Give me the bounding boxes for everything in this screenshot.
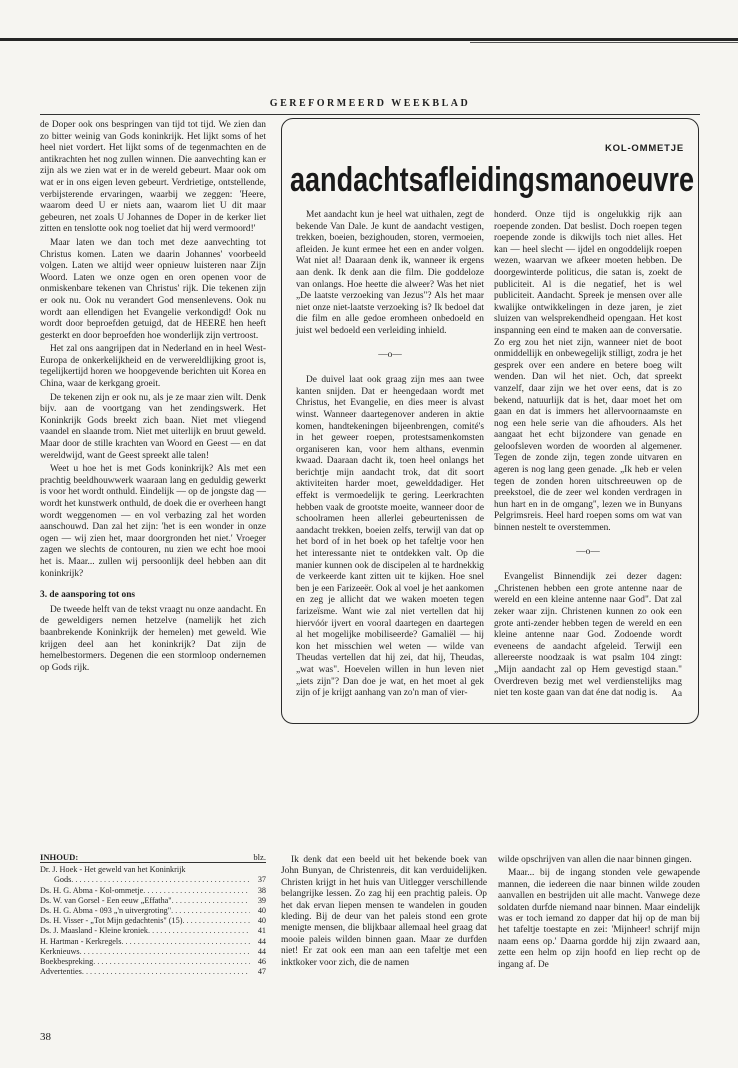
paragraph: Maar laten we dan toch met deze aanvechting tot Christus komen. Laten we daarin Johannes' voorbeeld volgen. Laten we altijd weer opnieuw luisteren naar Zijn Woord. Laten we onze ogen en oren openen voor de onmiskenbare tekenen van Christus' rijk. Die tekenen zijn er ook nu. Ook nu verandert God mensenlevens. Ook nu wordt aan ellendigen het Evangelie verkondigd! Ook nu wordt door beproefden getuigd, dat de HEERE hen heeft gesterkt en door beproefden hoe wonderlijk zijn vertroost. xyxy=(40,237,266,341)
toc-item xyxy=(40,926,266,936)
toc-item xyxy=(40,916,266,926)
paragraph: Ik denk dat een beeld uit het bekende boek van John Bunyan, de Christenreis, dit kan verduidelijken. Christen krijgt in het huis van Uitlegger verschillende belangrijke lessen. Zo zag hij een prachtig paleis. Op het dak ervan liepen mensen te wandelen in gouden kleding. Bij de deur van het paleis stond een grote menigte mensen, die blijkbaar allemaal heel graag dat mooie paleis wilden binnen gaan. Maar ze durfden niet! Er zat ook een man aan een tafeltje met een inktkoker voor zich, die de namen xyxy=(281,855,487,968)
toc-leader-dots xyxy=(121,937,250,947)
toc-item-title: Advertenties xyxy=(40,967,82,977)
section-divider: —o— xyxy=(378,349,402,360)
toc-item xyxy=(40,865,266,875)
toc-item-title: Gods xyxy=(54,875,72,885)
toc-page-label: blz. xyxy=(253,852,266,862)
toc-item-title: H. Hartman - Kerkregels xyxy=(40,936,122,946)
paragraph: Weet u hoe het is met Gods koninkrijk? Als met een prachtig beeldhouwwerk waaraan lang en geduldig gewerkt is voor het wordt onthuld. Eindelijk — op de jongste dag — wordt het kunstwerk onthuld, de doek die er overheen hangt wordt weggenomen — en vol verbazing zal het worden aanschouwd. Dan zal het zijn: 'het is een wonder in onze ogen — wij zien het, maar doorgronden het niet.' Vroeger zagen we slechts de contouren, nu zien we echt hoe mooi het is. Maar... zullen wij persoonlijk deel hebben aan dit koninkrijk? xyxy=(40,464,266,579)
toc-leader-dots xyxy=(182,916,250,926)
toc-leader-dots xyxy=(148,926,250,936)
toc-item-title: Ds. H. G. Abma - 093 „'n uitvergroting" xyxy=(40,906,172,916)
paragraph: wilde opschrijven van allen die naar binnen gingen. xyxy=(498,855,692,865)
section-divider: —o— xyxy=(576,546,600,557)
toc-item-title: Boekbespreking xyxy=(40,957,94,967)
signature: Aa xyxy=(671,688,682,699)
toc-item-title: Ds. J. Maasland - Kleine kroniek xyxy=(40,926,149,936)
toc-item-page: 47 xyxy=(257,967,266,977)
toc-leader-dots xyxy=(172,896,250,906)
header-rule xyxy=(40,114,700,115)
paragraph: Evangelist Binnendijk zei dezer dagen: „Christenen hebben een grote antenne naar de wereld en een kleine antenne naar God". Dat zal zeker waar zijn. Christenen kunnen zo ook een grote anti-zender hebben tegen de wereld en een kleine antenne naar God. Zodoende wordt eveneens de aandacht afgeleid. Terwijl een allereerste noodzaak is wat psalm 104 zingt: „Mijn aandacht zal op Hem gevestigd staan." Overdreven bezig met wel verdienstelijks mag niet ten koste gaan van dat éne dat nodig is. xyxy=(494,572,682,699)
column-label: KOL-OMMETJE xyxy=(605,143,684,154)
toc-item xyxy=(40,875,266,885)
toc-item xyxy=(40,967,266,977)
toc-item-page: 41 xyxy=(257,926,266,936)
left-column xyxy=(40,120,266,676)
toc-item-page: 38 xyxy=(257,885,266,895)
toc-leader-dots xyxy=(82,967,250,977)
box-right-column xyxy=(494,210,682,702)
toc-item-page: 39 xyxy=(257,895,266,905)
toc-item-page: 46 xyxy=(257,957,266,967)
paragraph: de Doper ook ons bespringen van tijd tot tijd. We zien dan zo bitter weinig van Gods koninkrijk. Het lijkt soms of het heel niet vordert. Het lijkt soms of de tegenmachten en de antikrachten het nog zullen winnen. Die aanvechting kan er zijn als we zien wat er in de wereld gebeurt. Maar ook om wat er in ons eigen leven gebeurt. Verdrietige, ontstellende, verbijsterende ervaringen, waarbij we zeggen: 'Heere, waarom deed U er niets aan, waarom liet U dit maar gebeuren, net zoals U Johannes de Doper in de kerker liet zitten en tenslotte ook nog toeliet dat hij werd vermoord!' xyxy=(40,120,266,235)
toc-item-title: Ds. H. Visser - „Tot Mijn gedachtenis" (15) xyxy=(40,916,183,926)
toc-leader-dots xyxy=(171,906,250,916)
paragraph: Maar... bij de ingang stonden vele gewapende mannen, die iedereen die naar binnen wilde zouden aanvallen en bestrijden uit alle macht. Vanwege deze soldaten durfde niemand naar binnen. Maar eindelijk was er toch iemand zo dapper dat hij op de man bij het tafeltje toestapte en zei: 'Mijnheer! schrijf mijn naam eens op.' Daarna gordde hij zijn zwaard aan, zette een helm op zijn hoofd en liep recht op de ingang af. De xyxy=(498,868,700,970)
bottom-right-column xyxy=(498,855,700,973)
box-left-column xyxy=(296,210,484,702)
top-rule xyxy=(0,38,738,41)
paragraph: De duivel laat ook graag zijn mes aan twee kanten snijden. Dat er heengedaan wordt met Christus, het Evangelie, en dies meer is alvast winst. Wanneer daartegenover anderen in aktie komen, handtekeningen bijeenbrengen, comité's in het geweer roepen, protestsamenkomsten organiseren kan, voor hem althans, evenmin kwaad. Daaraan dacht ik, toen heel onlangs het berichtje mijn aandacht trok, dat dit soort aktiviteiten harder moet, gewelddadiger. Het effekt is vermoedelijk te gering. Leerkrachten hebben vaak de grootste moeite, wanneer door de schoolramen heen allerlei gebeurtenissen de aandacht trekken, boeien zelfs, terwijl van dat op het bord of in het boek op het tafeltje voor hen het interessante niet te ontdekken valt. Op die manier kunnen ook de discipelen al te hardnekkig de verkeerde kant zitten uit te kijken. Hoe snel ben je een Farizeeër. Ook al voel je het aankomen en zeg je allicht dat we waken moeten tegen farizeïsme. Want wie zal niet vertellen dat hij hiervóór ijvert en vooral daartegen en daartegen al het mogelijke mobiliseerde? Gamaliël — hij kon het misschien wel weten — wilde van Theudas vertellen dat hij zei, dat hij, Theudas, „wat was". Hoevelen willen in hun leven niet „iets zijn"? Dan doe je wat, en het moet al gek zijn of je krijgt aanhang van zo'n man of vier- xyxy=(296,375,484,699)
paragraph: De tekenen zijn er ook nu, als je ze maar zien wilt. Denk bijv. aan de voortgang van het zendingswerk. Het Koninkrijk Gods breekt zich baan. Niet met vliegend vaandel en slaande trom. Niet met uiterlijk en bruut geweld. Maar door de stille krachten van Woord en Geest — en dat wereldwijd, want de Geest spreekt alle talen! xyxy=(40,392,266,461)
paragraph: Met aandacht kun je heel wat uithalen, zegt de bekende Van Dale. Je kunt de aandacht vestigen, trekken, boeien, bezighouden, storen, vermoeien, afleiden. Je kunt ermee het een en ander volgen. Wat niet al! Daaraan denk ik, wanneer ik ergens aan denk. Ik denk aan die film. Die goddeloze van onlangs. Hoe heette die alweer? Was het niet „De laatste verzoeking van Jezus"? Als het maar niet onze niet-laatste verzoeking is? Ik bedoel dat die film en alle gedoe eromheen onbedoeld en juist wel bedoeld een verleiding inhield. xyxy=(296,210,484,336)
table-of-contents xyxy=(40,852,266,977)
toc-item xyxy=(40,957,266,967)
toc-leader-dots xyxy=(93,957,250,967)
toc-item-page: 44 xyxy=(257,946,266,956)
toc-item-page: 40 xyxy=(257,906,266,916)
toc-item-title: Ds. H. G. Abma - Kol-ommetje xyxy=(40,885,144,895)
toc-item-title: Kerknieuws xyxy=(40,946,80,956)
toc-item-title: Dr. J. Hoek - Het geweld van het Koninkrijk xyxy=(40,865,186,875)
paragraph: honderd. Onze tijd is ongelukkig rijk aan roepende zonden. Dat beslist. Doch roepen tegen roepende zonde is dikwijls toch niet alles. Het kan — heel slecht — ijdel en ongoddelijk roepen wezen, waarvan we afkeer moeten hebben. De doorgewinterde politicus, die satan is, zoekt de publiciteit. Al is die negatief, het is wel publiciteit. Aandacht. Spreek je mensen over alle kwalijke ontwikkelingen in deze jaren, je ziet sluizen van welsprekendheid opengaan. Het kost inspanning een eind te maken aan de conversatie. Zo erg zou het niet zijn, wanneer niet de boot onmiddellijk en onbewegelijk stilligt, zodra je het gesprek over een andere en betere boeg wilt wenden. Dan wil het niet. Och, dat spreekt vanzelf, daar zijn we het over eens, dat is zo bekend, natuurlijk dat is het, daar moet het om gaan en dat is immers het allervoornaamste en nog een hele serie van die afhouders. Als het aangaat het echt bijzondere van genade en geloofsleven worden de woorden al algemener. Tegen de zonde zijn, tegen zonde uitvaren en ageren is nog lang geen genade. „Ik heb er velen tegen de zonden horen uitschreeuwen op de preekstoel, die de zeer wel konden verdragen in hun hart en in de omgang", lezen we in Bunyans Pelgrimsreis. Heel hard roepen soms om wat van binnen nestelt te overstemmen. xyxy=(494,210,682,534)
running-head: GEREFORMEERD WEEKBLAD xyxy=(269,98,471,109)
column-box xyxy=(281,118,699,724)
toc-item xyxy=(40,937,266,947)
toc-item-page: 44 xyxy=(257,936,266,946)
toc-item-page: 40 xyxy=(257,916,266,926)
toc-leader-dots xyxy=(71,875,250,885)
toc-item-page: 37 xyxy=(257,875,266,885)
paragraph: Het zal ons aangrijpen dat in Nederland en in heel West-Europa de onkerkelijkheid en de verwereldlijking groot is, tegelijkertijd horen we hoopgevende berichten uit Korea en China, waar de kerkgang groeit. xyxy=(40,344,266,390)
paragraph: De tweede helft van de tekst vraagt nu onze aandacht. En de geweldigers nemen hetzelve (namelijk het zich baanbrekende Koninkrijk der hemelen) met geweld. Wie krijgen deel aan het koninkrijk? Dat zijn de hemelbestormers. Degenen die een stormloop ondernemen op Gods rijk. xyxy=(40,604,266,673)
headline xyxy=(288,155,698,199)
headline-text: aandachtsafleidingsmanoeuvre xyxy=(290,161,694,199)
toc-item xyxy=(40,906,266,916)
toc-heading: INHOUD: xyxy=(40,852,79,862)
toc-header xyxy=(40,852,266,863)
toc-item xyxy=(40,886,266,896)
toc-item xyxy=(40,947,266,957)
section-heading: 3. de aansporing tot ons xyxy=(40,590,136,601)
toc-item xyxy=(40,896,266,906)
top-rule-thin xyxy=(470,42,738,43)
headline-svg xyxy=(288,155,698,199)
toc-leader-dots xyxy=(80,947,250,957)
page-number: 38 xyxy=(40,1031,51,1043)
bottom-middle-column xyxy=(281,855,487,971)
toc-leader-dots xyxy=(143,886,250,896)
toc-item-title: Ds. W. van Gorsel - Een eeuw „Effatha" xyxy=(40,895,172,905)
